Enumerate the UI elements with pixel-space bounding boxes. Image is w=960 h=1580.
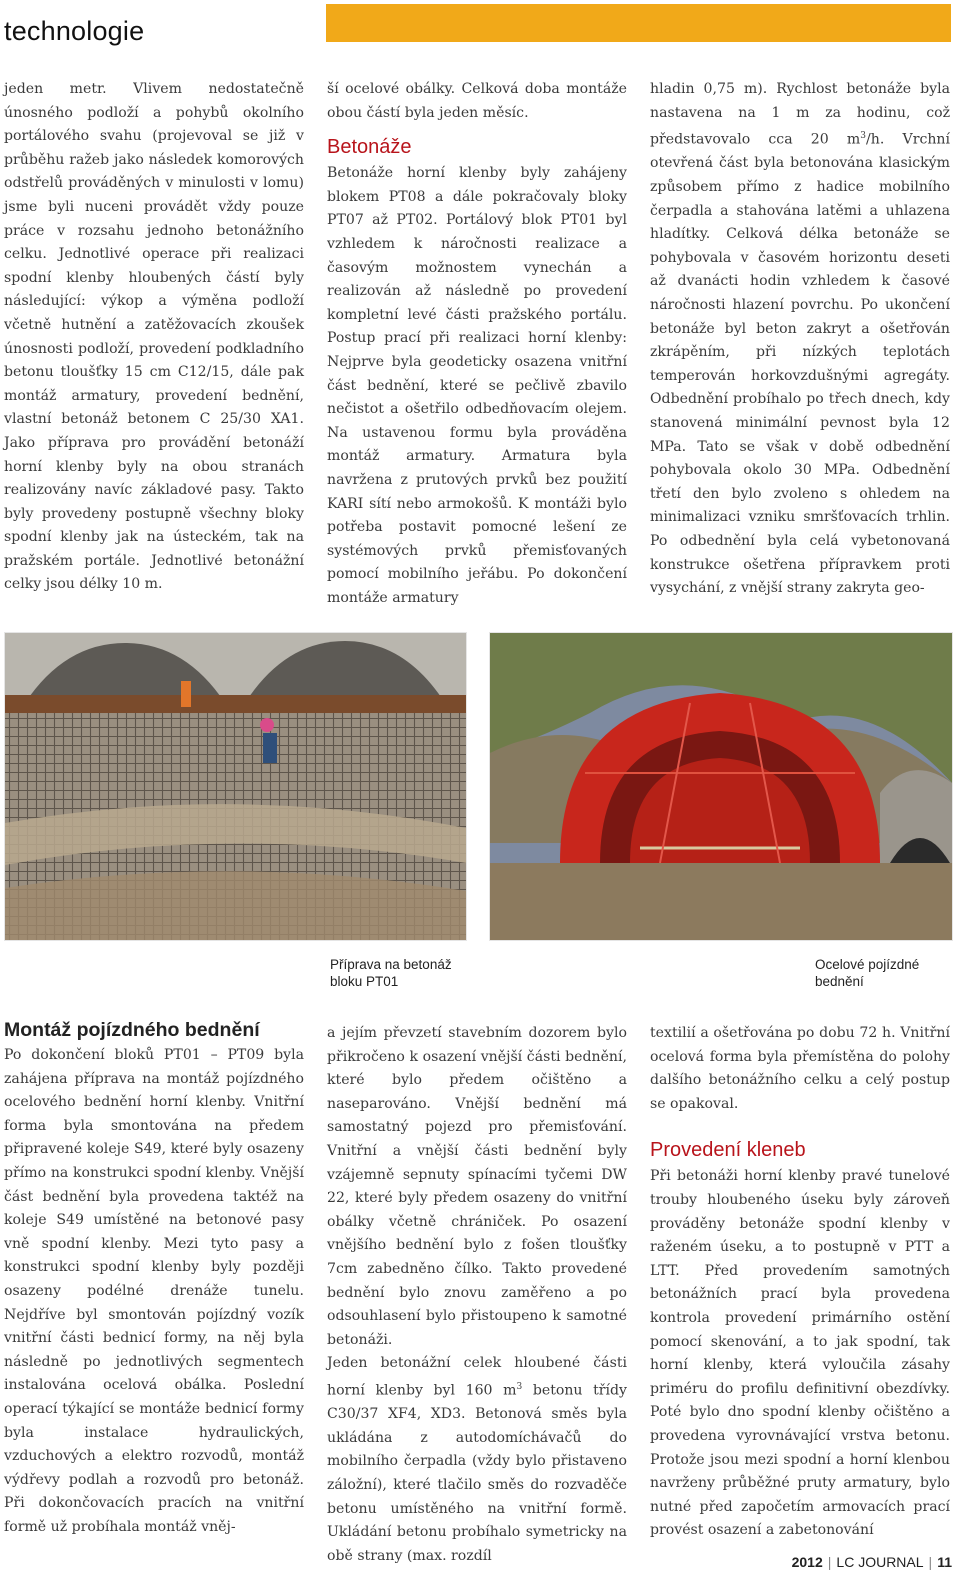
header-accent-bar — [326, 4, 951, 42]
paragraph: Betonáže horní klenby byly zahájeny blokem PT08 a dále pokračovaly bloky PT07 až PT02. Portálový blok PT01 byl vzhledem k náročnosti realizace a časovým možnostem vynechán a realizován až následně po provedení kompletní levé části pražského portálu. Postup prací při realizaci horní klenby: Nejprve byla geodeticky osazena vnitřní část bednění, které se pečlivě zbavilo nečistot a ošetřilo odbedňovacím olejem. Na ustavenou formu byla prováděna montáž armatury. Armatura byla navržena z prutových prvků bez použití KARI sítí nebo armokošů. K montáži bylo potřeba postavit pomocné lešení ze systémových prvků přemisťovaných pomocí mobilního jeřábu. Po dokončení montáže armatury — [327, 165, 627, 606]
top-column-1 — [4, 78, 304, 597]
bottom-column-1 — [4, 1018, 304, 1539]
paragraph: ší ocelové obálky. Celková doba montáže obou částí byla jeden měsíc. — [327, 81, 627, 121]
footer-journal: LC JOURNAL — [836, 1554, 924, 1570]
paragraph: Jeden betonážní celek hloubené části horní klenby byl 160 $m^3$ betonu třídy C30/37 XF4, XD3. Betonová směs byla ukládána z autodomíchávačů do mobilního čerpadla (vždy bylo přistaveno záložní), které tlačilo směs do rozvaděče betonu umístěného na vnitřní formě. Ukládání betonu probíhalo symetricky na obě strany (max. rozdíl — [327, 1355, 627, 1564]
heading-betonaze: Betonáže — [327, 136, 412, 159]
superscript: 3 — [860, 131, 867, 142]
paragraph: a jejím převzetí stavebním dozorem bylo přikročeno k osazení vnější části bednění, které bylo předem očištěno a naseparováno. Vnější bednění má samostatný pojezd pro přemisťování. Vnitřní a vnější části bednění byly vzájemně sepnuty spínacími tyčemi DW 22, které byly předem osazeny do vnitřní obálky včetně chrániček. Po osazení vnějšího bednění bylo z fošen tloušťky 7cm zabedněno čílko. Takto provedené bednění bylo znovu zaměřeno a po odsouhlasení bylo přistoupeno k samotné betonáži. — [327, 1025, 627, 1348]
bottom-column-3 — [650, 1022, 950, 1543]
superscript: 3 — [516, 1381, 523, 1392]
heading-provedeni: Provedení kleneb — [650, 1139, 806, 1162]
top-column-3 — [650, 78, 950, 601]
paragraph: Po dokončení bloků PT01 – PT09 byla zahájena příprava na montáž pojízdného ocelového bednění horní klenby. Vnitřní forma byla smontována na předem připravené koleje S49, které byly osazeny přímo na konstrukci spodní klenby. Vnější část bednění byla provedena taktéž na koleje S49 umístěné na betonové pasy vně spodní klenby. Mezi tyto pasy a konstrukci spodní klenby byly později osazeny podélné drenáže tunelu. Nejdříve byl smontován pojízdný vozík vnitřní části bednicí formy, na něj byla následně po jednotlivých segmentech instalována ocelová obálka. Poslední operací týkající se montáže bednicí formy byla instalace hydraulických, vzduchových a elektro rozvodů, montáž výdřevy podlah a rozvodů pro betonáž. Při dokončovacích pracích na vnitřní formě už probíhala montáž vněj- — [4, 1047, 304, 1535]
photo-preparation — [4, 632, 467, 941]
paragraph: Při betonáži horní klenby pravé tunelové trouby hloubeného úseku byly zároveň prováděny betonáže spodní klenby v raženém úseku, a to postupně v PTT a LTT. Před provedením samotných betonážních prací byla provedena kontrola provedení primárního ostění pomocí skenování, a to jak spodní, tak horní klenby, která vyloučila zásahy priméru do profilu definitivní obezdívky. Poté bylo dno spodní klenby očištěno a provedena vyrovnávající vrstva betonu. Protože jsou mezi spodní a horní klenbou navrženy průběžné pruty armatury, bylo nutné před započetím armovacích prací provést osazení a zabetonování — [650, 1168, 950, 1539]
heading-montaz: Montáž pojízdného bednění — [4, 1019, 260, 1041]
caption-formwork: Ocelové pojízdné bednění — [815, 957, 920, 989]
formwork-photo-icon — [490, 633, 952, 940]
footer-separator: | — [928, 1554, 933, 1570]
footer-year: 2012 — [791, 1554, 823, 1570]
page-number: 11 — [937, 1554, 952, 1570]
top-column-2 — [327, 78, 627, 610]
concrete-base-photo-icon — [5, 633, 466, 940]
section-title: technologie — [4, 16, 145, 46]
paragraph: textilií a ošetřována po dobu 72 h. Vnitřní ocelová forma byla přemístěna do polohy dalšího betonážního celku a celý postup se opakoval. — [650, 1025, 950, 1112]
caption-preparation: Příprava na betonáž bloku PT01 — [330, 957, 452, 989]
bottom-column-2 — [327, 1022, 627, 1568]
paragraph: jeden metr. Vlivem nedostatečně únosného podloží a pohybů okolního portálového svahu (projevoval se již v průběhu ražeb jako následek komorových odstřelů prováděných v minulosti v lomu) jsme byli nuceni provádět vždy pouze práce v rozsahu jednoho betonážního celku. Jednotlivé operace při realizaci spodní klenby hloubených částí byly následující: výkop a výměna podloží včetně hutnění a zatěžovacích zkoušek únosnosti podloží, provedení podkladního betonu tloušťky 15 cm C12/15, dále pak montáž armatury, provedení bednění, vlastní betonáž betonem C 25/30 XA1. Jako příprava pro provádění betonáží horní klenby byly na obou stranách realizovány navíc základové pasy. Takto byly provedeny postupně všechny bloky spodní klenby jak na ústeckém, tak na pražském portále. Jednotlivé betonážní celky jsou délky 10 m. — [4, 81, 304, 593]
photo-formwork — [489, 632, 953, 941]
footer-separator: | — [827, 1554, 832, 1570]
page-footer — [792, 1554, 952, 1570]
paragraph: hladin 0,75 m). Rychlost betonáže byla nastavena na 1 m za hodinu, což představovalo cca 20 $m^3/h$. Vrchní otevřená část byla betonována klasickým způsobem přímo z hadice mobilního čerpadla a stahována latěmi a uhlazena hladítky. Celková délka betonáže se pohybovala v časovém horizontu deseti až dvanácti hodin vzhledem k časové náročnosti hlazení povrchu. Po ukončení betonáže byl beton zakryt a ošetřován zkrápěním, při nízkých teplotách temperován horkovzdušnými agregáty. Odbednění probíhalo po třech dnech, kdy stanovená minimální pevnost byla 12 MPa. Tato se však v době odbednění pohybovala okolo 30 MPa. Odbednění třetí den bylo zvoleno s ohledem na minimalizaci vzniku smršťovacích trhlin. Po odbednění byla celá vybetonovaná konstrukce ošetřena přípravkem proti vysychání, z vnější strany zakryta geo- — [650, 81, 950, 597]
